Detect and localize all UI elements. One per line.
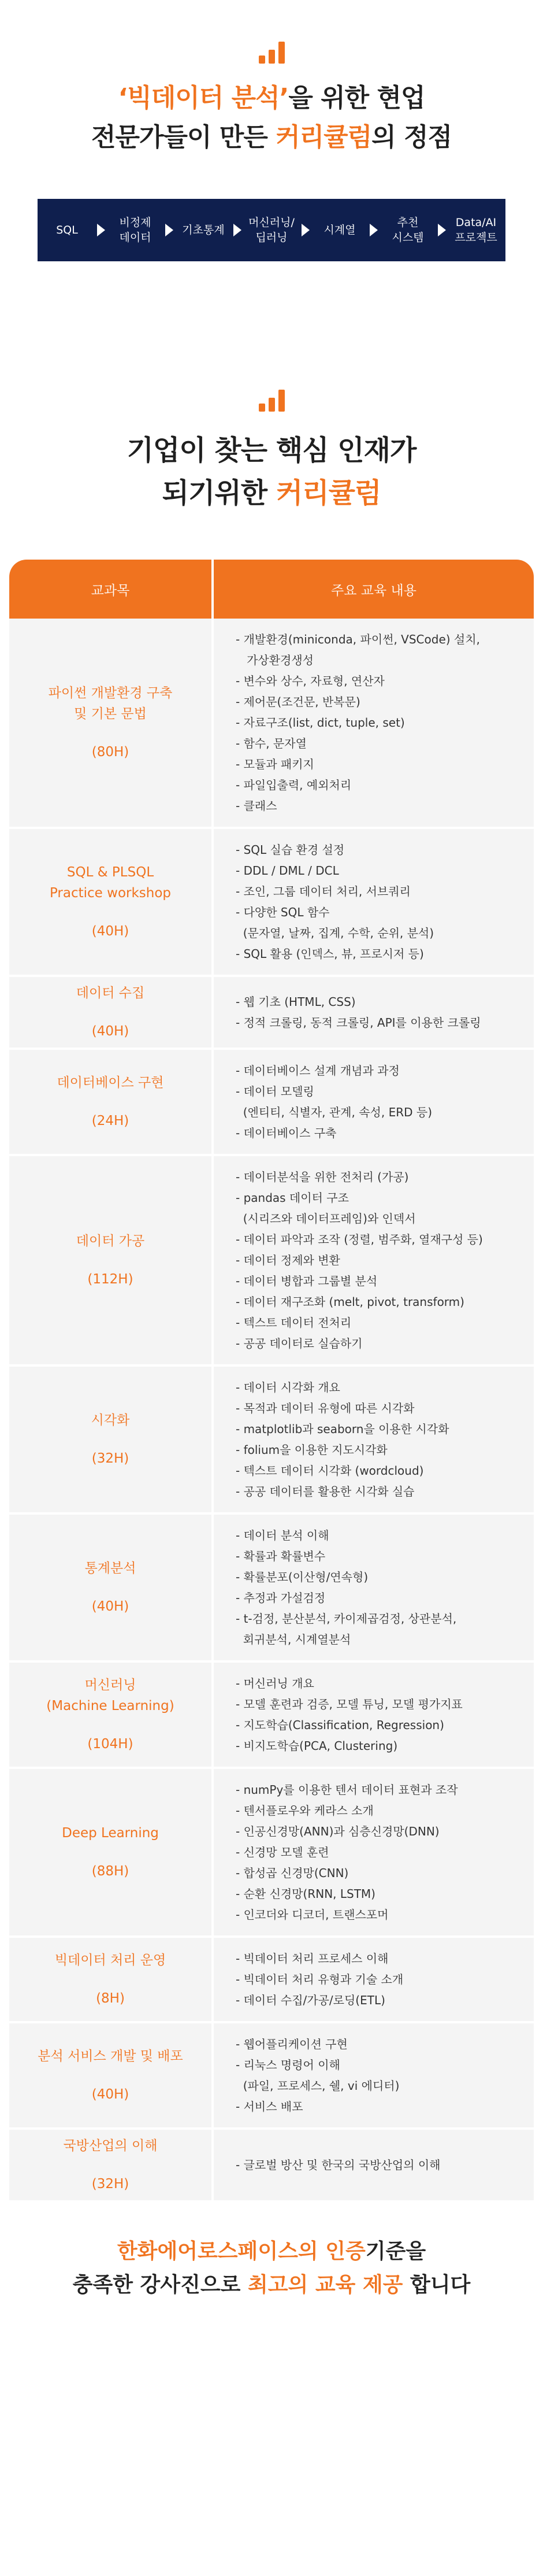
content-item: - numPy를 이용한 텐서 데이터 표현과 조작 xyxy=(236,1783,458,1797)
content-item: - 신경망 모델 훈련 xyxy=(236,1845,329,1859)
subject-hours: (24H) xyxy=(91,1113,129,1128)
arrow-right-icon xyxy=(165,199,174,261)
content-item: - 확률분포(이산형/연속형) xyxy=(236,1570,369,1584)
flow-step-sql: SQL xyxy=(38,199,96,261)
flow-step-project: Data/AI 프로젝트 xyxy=(447,199,505,261)
content-item: - DDL / DML / DCL xyxy=(236,864,339,878)
content-item: - 리눅스 명령어 이해 xyxy=(236,2058,340,2072)
content-item: - 순환 신경망(RNN, LSTM) xyxy=(236,1887,375,1901)
arrow-right-icon xyxy=(96,199,106,261)
arrow-right-icon xyxy=(233,199,242,261)
content-item: - 데이터베이스 설계 개념과 과정 xyxy=(236,1064,400,1078)
subject-name: 통계분석 xyxy=(84,1561,136,1576)
content-item: - 텍스트 데이터 시각화 (wordcloud) xyxy=(236,1464,424,1478)
content-item: - 서비스 배포 xyxy=(236,2100,303,2114)
table-body xyxy=(9,619,534,2203)
content-item: - 인공신경망(ANN)과 심층신경망(DNN) xyxy=(236,1824,440,1838)
bar-chart-icon xyxy=(0,390,543,412)
subject-cell xyxy=(9,977,211,1050)
content-item: - 글로벌 방산 및 한국의 국방산업의 이해 xyxy=(236,2158,441,2172)
hero-title-text: 의 정점 xyxy=(371,123,452,152)
subject-name: Deep Learning xyxy=(62,1826,159,1841)
curriculum-section xyxy=(0,390,543,515)
column-header-subject: 교과목 xyxy=(9,560,211,619)
section-title-highlight: 커리큘럼 xyxy=(276,477,381,509)
content-item: - 데이터 파악과 조작 (정렬, 범주화, 열재구성 등) xyxy=(236,1233,483,1246)
table-row xyxy=(9,1663,534,1769)
content-cell xyxy=(211,1050,534,1156)
content-item: - 텍스트 데이터 전처리 xyxy=(236,1316,352,1330)
content-cell xyxy=(211,829,534,977)
content-item: - 지도학습(Classification, Regression) xyxy=(236,1718,444,1732)
content-item: - 추정과 가설검정 xyxy=(236,1591,326,1605)
content-item: - 데이터분석을 위한 전처리 (가공) xyxy=(236,1170,409,1184)
content-item: - 파일입출력, 예외처리 xyxy=(236,778,352,792)
content-item: - SQL 실습 환경 설정 xyxy=(236,843,345,857)
table-row xyxy=(9,1367,534,1515)
content-item: - 정적 크롤링, 동적 크롤링, API를 이용한 크롤링 xyxy=(236,1016,481,1030)
content-item: 회귀분석, 시계열분석 xyxy=(236,1633,351,1646)
curriculum-table xyxy=(9,560,534,2203)
content-item: - 인코더와 디코더, 트랜스포머 xyxy=(236,1908,389,1922)
subject-cell xyxy=(9,1367,211,1515)
content-item: - 목적과 데이터 유형에 따른 시각화 xyxy=(236,1401,415,1415)
section-title-text: 기업이 찾는 핵심 인재가 xyxy=(127,434,416,467)
content-item: - 데이터 정제와 변환 xyxy=(236,1253,340,1267)
section-title-text: 되기위한 xyxy=(162,477,276,509)
footer-highlight: 최고의 교육 제공 xyxy=(247,2273,403,2297)
content-item: - 빅데이터 처리 프로세스 이해 xyxy=(236,1952,389,1966)
content-item: - 공공 데이터로 실습하기 xyxy=(236,1337,363,1350)
content-item: - 변수와 상수, 자료형, 연산자 xyxy=(236,674,385,688)
footer-highlight: 한화에어로스페이스의 인증 xyxy=(117,2240,366,2263)
content-item: - 데이터베이스 구축 xyxy=(236,1126,337,1140)
subject-name: 국방산업의 이해 xyxy=(63,2138,158,2153)
content-item: - 개발환경(miniconda, 파이썬, VSCode) 설치, xyxy=(236,632,480,646)
subject-name: 빅데이터 처리 운영 xyxy=(54,1953,166,1968)
subject-name: 데이터 수집 xyxy=(76,986,145,1001)
arrow-right-icon xyxy=(369,199,378,261)
hero-title xyxy=(0,79,543,157)
content-item: (문자열, 날짜, 집계, 수학, 순위, 분석) xyxy=(236,926,434,940)
subject-hours: (32H) xyxy=(91,2177,129,2192)
content-item: 가상환경생성 xyxy=(236,653,314,667)
flow-step-raw-data: 비정제 데이터 xyxy=(106,199,165,261)
content-item: - 공공 데이터를 활용한 시각화 실습 xyxy=(236,1485,415,1498)
table-row xyxy=(9,1938,534,2023)
hero-title-highlight: ‘빅데이터 분석’ xyxy=(118,83,289,113)
subject-name: 분석 서비스 개발 및 배포 xyxy=(38,2049,183,2064)
content-cell xyxy=(211,1367,534,1515)
subject-cell xyxy=(9,1663,211,1769)
content-item: - 웹 기초 (HTML, CSS) xyxy=(236,995,356,1009)
content-cell xyxy=(211,1938,534,2023)
content-item: - 합성곱 신경망(CNN) xyxy=(236,1866,349,1880)
hero-title-text: 을 위한 현업 xyxy=(288,83,425,113)
subject-cell xyxy=(9,1769,211,1938)
subject-cell xyxy=(9,1156,211,1367)
content-item: - 웹어플리케이션 구현 xyxy=(236,2037,348,2051)
subject-hours: (32H) xyxy=(91,1451,129,1466)
subject-name: 데이터베이스 구현 xyxy=(57,1075,164,1090)
content-item: (시리즈와 데이터프레임)와 인덱서 xyxy=(236,1212,416,1226)
arrow-right-icon xyxy=(301,199,310,261)
section-title xyxy=(0,429,543,515)
content-item: - 데이터 분석 이해 xyxy=(236,1528,329,1542)
content-item: - folium을 이용한 지도시각화 xyxy=(236,1443,388,1457)
content-item: - 자료구조(list, dict, tuple, set) xyxy=(236,716,405,730)
content-cell xyxy=(211,1663,534,1769)
table-row xyxy=(9,1050,534,1156)
content-item: - 다양한 SQL 함수 xyxy=(236,905,330,919)
column-header-content: 주요 교육 내용 xyxy=(211,560,534,619)
hero-section xyxy=(0,0,543,157)
subject-name: 시각화 xyxy=(91,1413,130,1428)
content-cell xyxy=(211,1156,534,1367)
table-row xyxy=(9,619,534,829)
flow-step-timeseries: 시계열 xyxy=(310,199,369,261)
table-row xyxy=(9,2023,534,2130)
content-item: - 조인, 그룹 데이터 처리, 서브쿼리 xyxy=(236,884,411,898)
footer-text: 기준을 xyxy=(365,2240,426,2263)
content-cell xyxy=(211,2023,534,2130)
footer-text: 충족한 강사진으로 xyxy=(72,2273,248,2297)
subject-hours: (40H) xyxy=(91,1024,129,1039)
hero-title-text: 전문가들이 만든 xyxy=(91,123,276,152)
content-item: - 모델 훈련과 검증, 모델 튜닝, 모델 평가지표 xyxy=(236,1697,463,1711)
subject-hours: (8H) xyxy=(96,1991,125,2006)
flow-step-recommender: 추천 시스템 xyxy=(378,199,437,261)
content-item: - pandas 데이터 구조 xyxy=(236,1191,349,1205)
content-item: - 모듈과 패키지 xyxy=(236,757,314,771)
table-row xyxy=(9,1769,534,1938)
subject-name: 파이썬 개발환경 구축 및 기본 문법 xyxy=(48,686,173,721)
subject-hours: (80H) xyxy=(91,745,129,760)
content-item: - 제어문(조건문, 반복문) xyxy=(236,695,360,709)
content-cell xyxy=(211,619,534,829)
subject-cell xyxy=(9,2023,211,2130)
subject-cell xyxy=(9,1050,211,1156)
subject-cell xyxy=(9,2130,211,2203)
footer-text: 합니다 xyxy=(403,2273,471,2297)
content-cell xyxy=(211,1769,534,1938)
content-cell xyxy=(211,1515,534,1663)
content-cell xyxy=(211,2130,534,2203)
subject-hours: (112H) xyxy=(87,1272,133,1287)
table-header-row xyxy=(9,560,534,619)
content-item: - 데이터 병합과 그룹별 분석 xyxy=(236,1274,378,1288)
content-item: (파일, 프로세스, 쉘, vi 에디터) xyxy=(236,2079,400,2093)
content-item: - 텐서플로우와 케라스 소개 xyxy=(236,1804,374,1818)
footer-statement xyxy=(0,2235,543,2302)
content-item: - 데이터 재구조화 (melt, pivot, transform) xyxy=(236,1295,464,1309)
table-row xyxy=(9,977,534,1050)
content-item: - 클래스 xyxy=(236,799,277,813)
hero-title-highlight: 커리큘럼 xyxy=(276,123,372,152)
content-item: - 확률과 확률변수 xyxy=(236,1549,326,1563)
table-row xyxy=(9,1156,534,1367)
subject-name: 머신러닝 (Machine Learning) xyxy=(46,1678,174,1713)
table-row xyxy=(9,829,534,977)
flow-step-statistics: 기초통계 xyxy=(174,199,233,261)
table-row xyxy=(9,1515,534,1663)
subject-cell xyxy=(9,1515,211,1663)
subject-hours: (104H) xyxy=(87,1737,133,1752)
content-item: (엔티티, 식별자, 관계, 속성, ERD 등) xyxy=(236,1105,432,1119)
content-item: - 데이터 시각화 개요 xyxy=(236,1380,340,1394)
subject-cell xyxy=(9,619,211,829)
flow-step-ml-dl: 머신러닝/ 딥러닝 xyxy=(242,199,301,261)
content-item: - 비지도학습(PCA, Clustering) xyxy=(236,1739,398,1753)
subject-hours: (88H) xyxy=(91,1864,129,1879)
subject-hours: (40H) xyxy=(91,1599,129,1614)
content-item: - 데이터 수집/가공/로딩(ETL) xyxy=(236,1993,385,2007)
subject-name: SQL & PLSQL Practice workshop xyxy=(49,865,172,901)
subject-cell xyxy=(9,1938,211,2023)
bar-chart-icon xyxy=(0,42,543,64)
subject-hours: (40H) xyxy=(91,924,129,939)
content-item: - matplotlib과 seaborn을 이용한 시각화 xyxy=(236,1422,449,1436)
content-item: - 함수, 문자열 xyxy=(236,736,307,750)
content-item: - 빅데이터 처리 유형과 기술 소개 xyxy=(236,1972,404,1986)
content-item: - 데이터 모델링 xyxy=(236,1085,314,1098)
content-item: - 머신러닝 개요 xyxy=(236,1676,314,1690)
table-row xyxy=(9,2130,534,2203)
subject-hours: (40H) xyxy=(91,2087,129,2102)
content-item: - t-검정, 분산분석, 카이제곱검정, 상관분석, xyxy=(236,1612,457,1626)
subject-name: 데이터 가공 xyxy=(76,1234,145,1249)
curriculum-flow xyxy=(0,199,543,261)
content-cell xyxy=(211,977,534,1050)
subject-cell xyxy=(9,829,211,977)
arrow-right-icon xyxy=(437,199,447,261)
content-item: - SQL 활용 (인덱스, 뷰, 프로시저 등) xyxy=(236,947,424,961)
